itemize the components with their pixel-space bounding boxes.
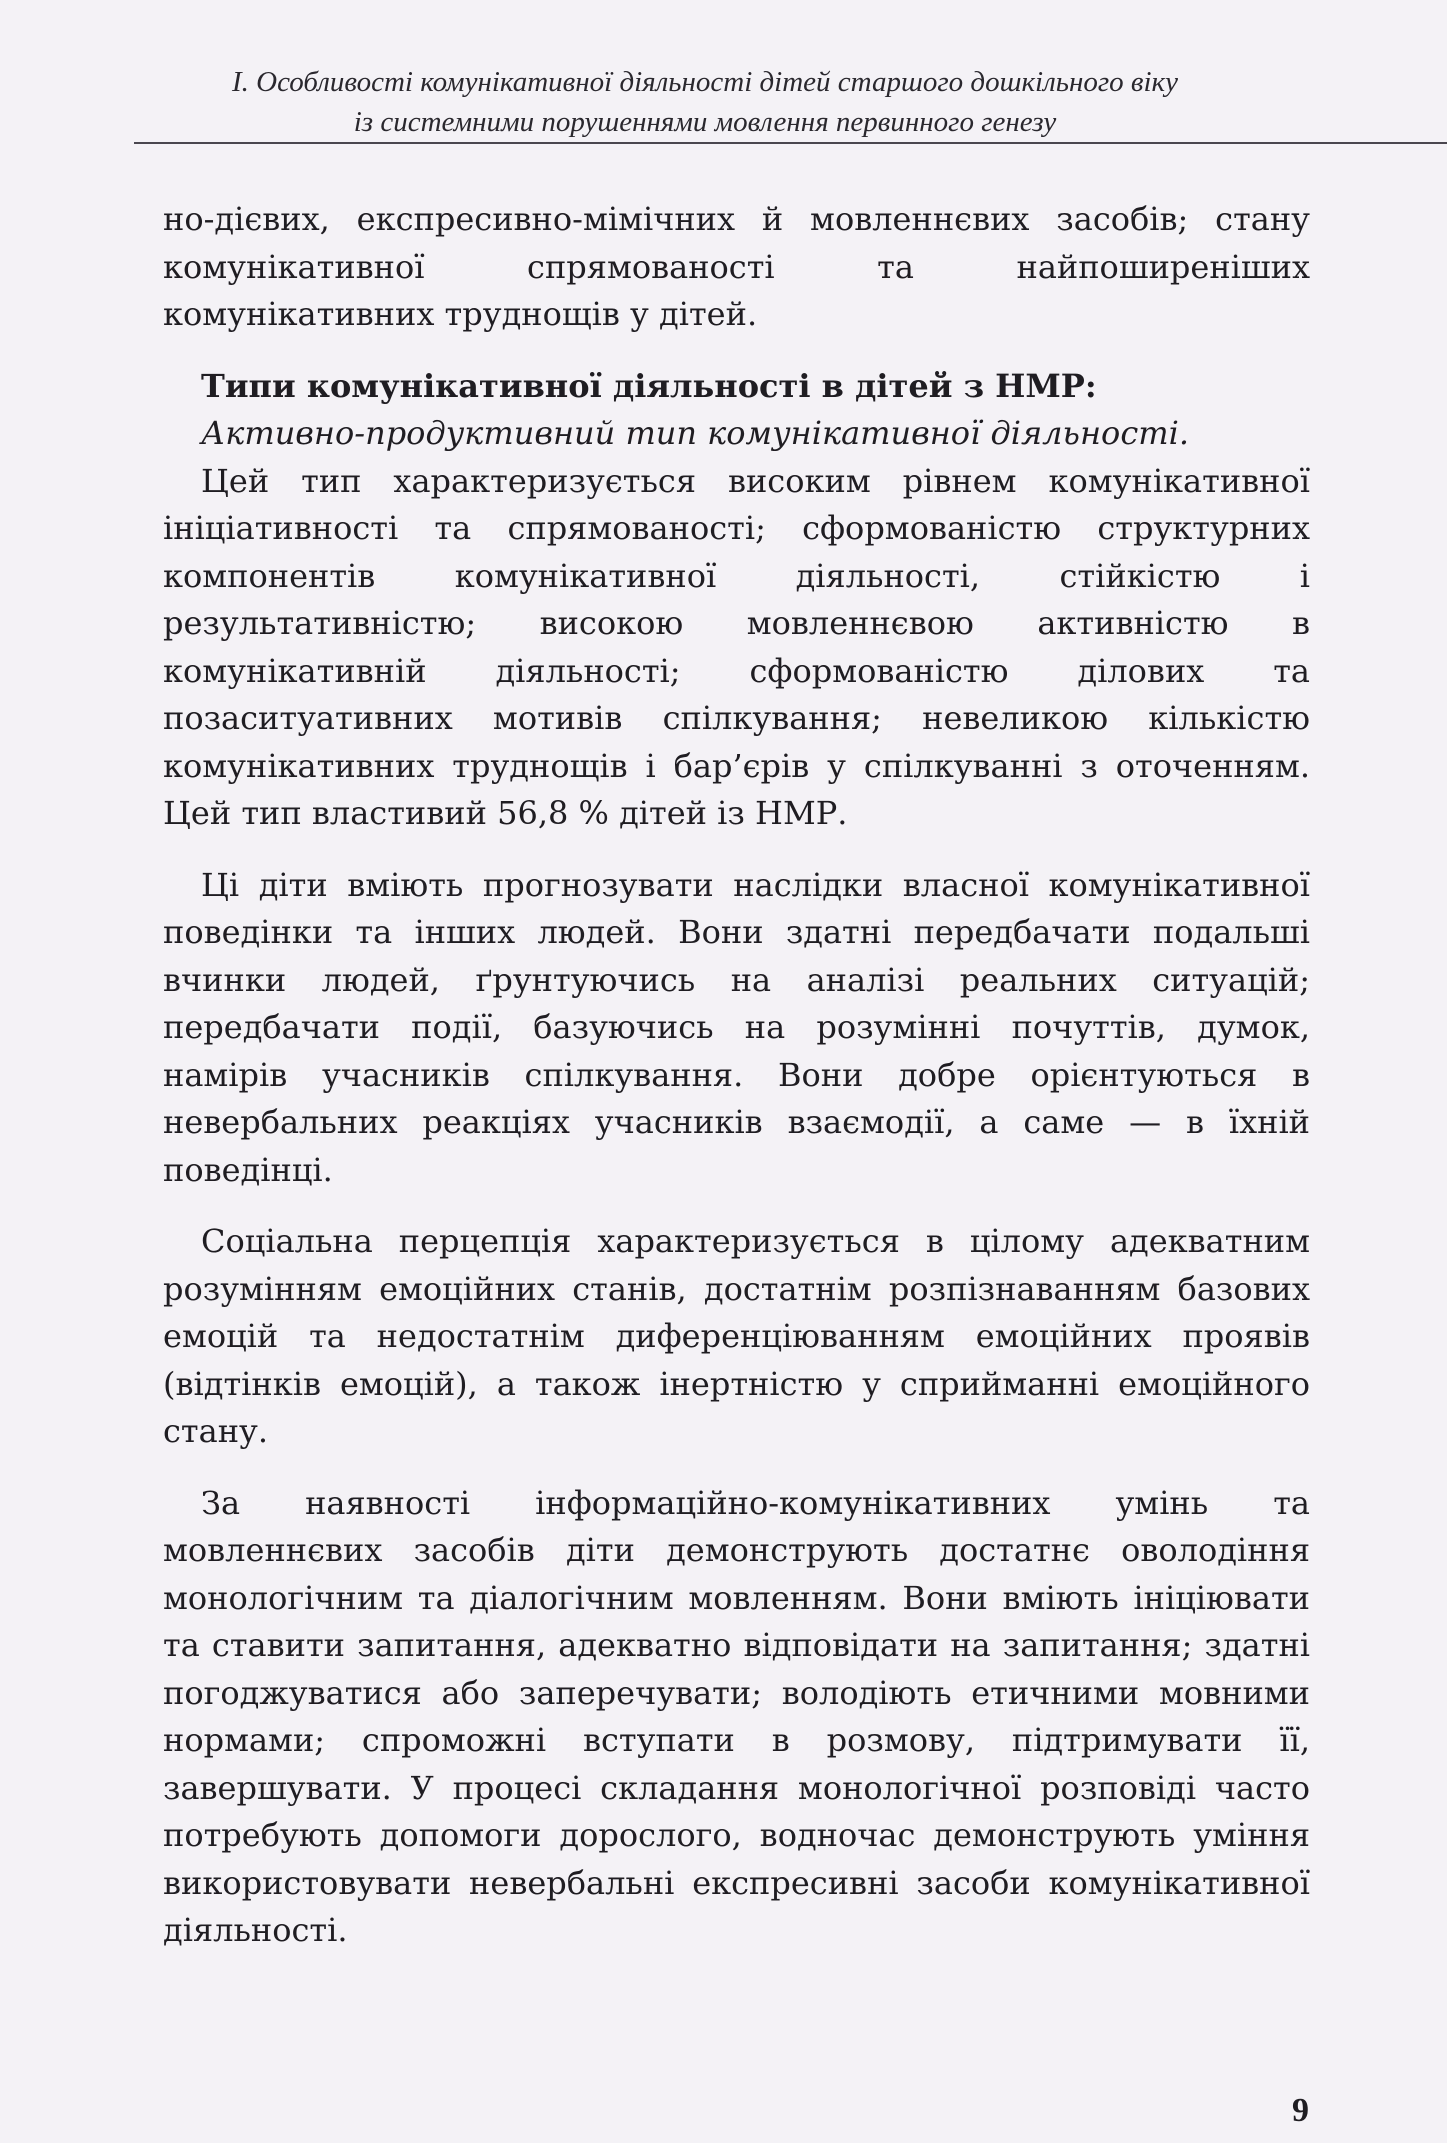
paragraph: За наявності інформаційно-комунікативних умінь та мовленнєвих засобів діти демонструють достатнє оволодіння монологічним та діалогічним мовленням. Вони вміють ініціювати та ставити запитання, адекватно відповідати на запитання; здатні погоджуватися або заперечувати; володіють етичними мовними нормами; спроможні вступати в розмову, підтримувати її, завершувати. У процесі складання монологічної розповіді часто потребують допомоги дорослого, водночас демонструють уміння використовувати невербальні експресивні засоби комунікативної діяльності. (163, 1483, 1310, 1949)
paragraph: Ці діти вміють прогнозувати наслідки власної комунікативної поведінки та інших людей. Вони здатні передбачати подальші вчинки людей, ґрунтуючись на аналізі реальних ситуацій; передбачати події, базуючись на розумінні почуттів, думок, намірів учасників спілкування. Вони добре орієнтуються в невербальних реакціях учасників взаємодії, а саме — в їхній поведінці. (163, 865, 1310, 1189)
page-number: 9 (1292, 2092, 1309, 2129)
paragraph: Цей тип характеризується високим рівнем комунікативної ініціативності та спрямованості; сформованістю структурних компонентів комунікативної діяльності, стійкістю і результативністю; високою мовленнєвою активністю в комунікативній діяльності; сформованістю ділових та позаситуативних мотивів спілкування; невеликою кількістю комунікативних труднощів і бар’єрів у спілкуванні з оточенням. Цей тип властивий 56,8 % дітей із НМР. (163, 461, 1310, 832)
section-subheading: Активно-продуктивний тип комунікативної діяльності. (201, 414, 1189, 452)
paragraph: Соціальна перцепція характеризується в цілому адекватним розумінням емоційних станів, достатнім розпізнаванням базових емоцій та недостатнім диференціюванням емоційних проявів (відтінків емоцій), а також інертністю у сприйманні емоційного стану. (163, 1222, 1310, 1450)
running-header-line-2: із системними порушеннями мовлення первинного генезу (353, 106, 1057, 138)
header-rule (134, 142, 1447, 144)
section-heading: Типи комунікативної діяльності в дітей з НМР: (201, 366, 1097, 405)
running-header-line-1: І. Особливості комунікативної діяльності дітей старшого дошкільного віку (232, 66, 1178, 98)
page-body (163, 196, 1310, 1955)
paragraph-continuation: но-дієвих, експресивно-мімічних й мовленнєвих засобів; стану комунікативної спрямованості та найпоширеніших комунікативних труднощів у дітей. (163, 200, 1310, 333)
running-header (140, 62, 1270, 142)
